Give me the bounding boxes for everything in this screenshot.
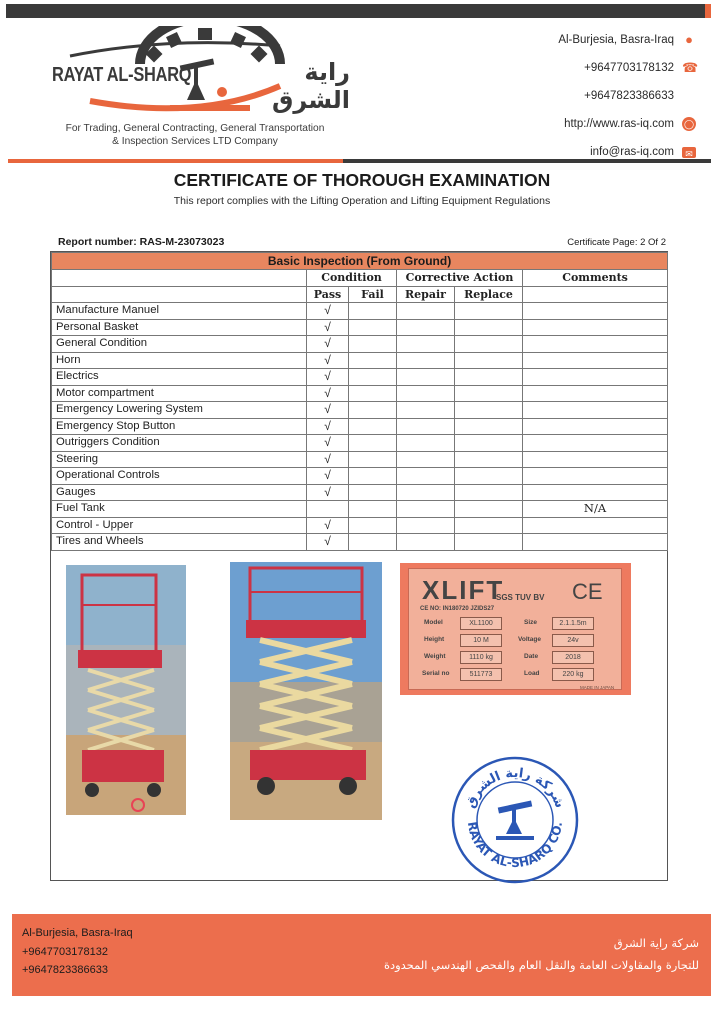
- comments-cell: [523, 468, 668, 485]
- table-row: [52, 435, 668, 452]
- inspection-item: Control - Upper: [52, 517, 307, 534]
- pass-cell: √: [307, 352, 349, 369]
- table-row: [52, 484, 668, 501]
- table-row: [52, 319, 668, 336]
- inspection-item: Tires and Wheels: [52, 534, 307, 551]
- load-label: Load: [524, 670, 540, 677]
- table-row: [52, 451, 668, 468]
- replace-cell: [455, 451, 523, 468]
- comments-cell: [523, 534, 668, 551]
- fail-cell: [349, 435, 397, 452]
- date-value: 2018: [552, 651, 594, 664]
- table-row: [52, 534, 668, 551]
- contact-phone-2: [558, 82, 696, 110]
- table-row: [52, 385, 668, 402]
- model-value: XL1100: [460, 617, 502, 630]
- repair-cell: [397, 402, 455, 419]
- height-value: 10 M: [460, 634, 502, 647]
- document-subtitle: This report complies with the Lifting Operation and Lifting Equipment Regulations: [173, 195, 551, 207]
- fail-cell: [349, 534, 397, 551]
- comments-cell: [523, 418, 668, 435]
- pass-cell: √: [307, 418, 349, 435]
- repair-cell: [397, 484, 455, 501]
- comments-header: Comments: [523, 270, 668, 287]
- made-in: MADE IN JAPAN: [580, 685, 615, 690]
- replace-cell: [455, 336, 523, 353]
- address-text: Al-Burjesia, Basra-Iraq: [558, 34, 674, 46]
- top-bar-accent: [705, 4, 711, 18]
- fail-cell: [349, 451, 397, 468]
- lift-photo-2: [230, 562, 382, 820]
- corrective-action-header: Corrective Action: [397, 270, 523, 287]
- table-row: [52, 369, 668, 386]
- location-icon: ●: [685, 32, 693, 47]
- footer-arabic-line-1: شركة راية الشرق: [613, 936, 699, 950]
- repair-cell: [397, 385, 455, 402]
- pass-cell: √: [307, 303, 349, 320]
- fail-cell: [349, 484, 397, 501]
- header-contacts: [558, 26, 699, 166]
- repair-header: Repair: [397, 286, 455, 303]
- replace-header: Replace: [455, 286, 523, 303]
- inspection-item: Emergency Lowering System: [52, 402, 307, 419]
- document-title: CERTIFICATE OF THOROUGH EXAMINATION: [173, 170, 551, 190]
- table-row: [52, 468, 668, 485]
- comments-cell: [523, 385, 668, 402]
- comments-cell: [523, 336, 668, 353]
- load-value: 220 kg: [552, 668, 594, 681]
- phone-2-text: +9647823386633: [584, 90, 674, 102]
- repair-cell: [397, 303, 455, 320]
- inspection-rows: [52, 303, 668, 551]
- comments-cell: [523, 352, 668, 369]
- nameplate-certs: SGS TUV BV: [496, 593, 545, 602]
- pass-cell: √: [307, 517, 349, 534]
- size-label: Size: [524, 619, 538, 626]
- inspection-item: Motor compartment: [52, 385, 307, 402]
- comments-cell: [523, 303, 668, 320]
- size-value: 2.1.1.5m: [552, 617, 594, 630]
- fail-cell: [349, 319, 397, 336]
- contact-website: [558, 110, 696, 138]
- repair-cell: [397, 319, 455, 336]
- section-title: Basic Inspection (From Ground): [52, 253, 668, 270]
- repair-cell: [397, 336, 455, 353]
- pass-cell: √: [307, 336, 349, 353]
- report-number: Report number: RAS-M-23073023: [58, 236, 225, 248]
- tagline-line-1: For Trading, General Contracting, General Transportation: [65, 123, 325, 134]
- globe-icon: ◯: [683, 119, 695, 129]
- table-row: [52, 418, 668, 435]
- date-label: Date: [524, 653, 539, 660]
- voltage-label: Voltage: [518, 636, 541, 643]
- pass-cell: [307, 501, 349, 518]
- pass-cell: √: [307, 451, 349, 468]
- replace-cell: [455, 484, 523, 501]
- tagline-line-2: & Inspection Services LTD Company: [112, 136, 278, 147]
- repair-cell: [397, 352, 455, 369]
- repair-cell: [397, 501, 455, 518]
- top-bar: [6, 4, 711, 18]
- ce-number: CE NO: IN180720 JZIDS27: [420, 606, 495, 612]
- fail-cell: [349, 352, 397, 369]
- fail-cell: [349, 385, 397, 402]
- pass-header: Pass: [307, 286, 349, 303]
- inspection-item: Operational Controls: [52, 468, 307, 485]
- replace-cell: [455, 402, 523, 419]
- inspection-item: Steering: [52, 451, 307, 468]
- table-row: [52, 303, 668, 320]
- repair-cell: [397, 451, 455, 468]
- replace-cell: [455, 352, 523, 369]
- fail-cell: [349, 468, 397, 485]
- table-row: [52, 501, 668, 518]
- company-stamp: [450, 756, 580, 884]
- fail-cell: [349, 501, 397, 518]
- certificate-page: Certificate Page: 2 Of 2: [567, 237, 666, 248]
- pass-cell: √: [307, 534, 349, 551]
- footer-arabic: [384, 932, 699, 976]
- weight-value: 1110 kg: [460, 651, 502, 664]
- contact-phone-1: [558, 54, 699, 82]
- pass-cell: √: [307, 319, 349, 336]
- header-divider: [8, 159, 711, 163]
- comments-cell: [523, 517, 668, 534]
- footer-contacts: [22, 924, 133, 980]
- comments-cell: [523, 369, 668, 386]
- comments-cell: [523, 451, 668, 468]
- repair-cell: [397, 418, 455, 435]
- inspection-item: Gauges: [52, 484, 307, 501]
- comments-cell: [523, 435, 668, 452]
- email-text[interactable]: info@ras-iq.com: [590, 146, 674, 158]
- pass-cell: √: [307, 369, 349, 386]
- replace-cell: [455, 517, 523, 534]
- repair-cell: [397, 534, 455, 551]
- comments-cell: [523, 402, 668, 419]
- comments-cell: [523, 319, 668, 336]
- brand-name-ar: راية الشرق: [271, 58, 350, 114]
- replace-cell: [455, 534, 523, 551]
- repair-cell: [397, 369, 455, 386]
- company-tagline: [50, 122, 340, 148]
- serial-label: Serial no: [422, 670, 450, 677]
- fail-cell: [349, 369, 397, 386]
- phone-icon: ☎: [682, 60, 699, 75]
- table-row: [52, 517, 668, 534]
- replace-cell: [455, 435, 523, 452]
- fail-header: Fail: [349, 286, 397, 303]
- page-footer: [12, 914, 711, 996]
- replace-cell: [455, 501, 523, 518]
- repair-cell: [397, 435, 455, 452]
- contact-address: [558, 26, 696, 54]
- inspection-item: Horn: [52, 352, 307, 369]
- serial-value: 511773: [460, 668, 502, 681]
- replace-cell: [455, 468, 523, 485]
- inspection-item: Manufacture Manuel: [52, 303, 307, 320]
- inspection-item: Emergency Stop Button: [52, 418, 307, 435]
- weight-label: Weight: [424, 653, 446, 660]
- replace-cell: [455, 303, 523, 320]
- table-row: [52, 336, 668, 353]
- inspection-item: Fuel Tank: [52, 501, 307, 518]
- replace-cell: [455, 369, 523, 386]
- footer-phone-1: +9647703178132: [22, 945, 108, 958]
- replace-cell: [455, 319, 523, 336]
- voltage-value: 24v: [552, 634, 594, 647]
- equipment-nameplate: [400, 563, 631, 695]
- pass-cell: √: [307, 484, 349, 501]
- fail-cell: [349, 517, 397, 534]
- lift-photo-1: [66, 565, 186, 815]
- height-label: Height: [424, 636, 445, 643]
- ce-mark: CE: [572, 579, 603, 604]
- fail-cell: [349, 336, 397, 353]
- footer-phone-2: +9647823386633: [22, 964, 108, 976]
- comments-cell: N/A: [523, 501, 668, 518]
- pass-cell: √: [307, 385, 349, 402]
- inspection-item: General Condition: [52, 336, 307, 353]
- pass-cell: √: [307, 468, 349, 485]
- table-row: [52, 402, 668, 419]
- table-row: [52, 352, 668, 369]
- fail-cell: [349, 402, 397, 419]
- inspection-item: Outriggers Condition: [52, 435, 307, 452]
- inspection-item: Electrics: [52, 369, 307, 386]
- company-logo: [50, 26, 350, 147]
- model-label: Model: [424, 619, 443, 626]
- fail-cell: [349, 303, 397, 320]
- website-text[interactable]: http://www.ras-iq.com: [564, 118, 674, 130]
- inspection-item: Personal Basket: [52, 319, 307, 336]
- footer-address: Al-Burjesia, Basra-Iraq: [22, 927, 133, 939]
- pass-cell: √: [307, 435, 349, 452]
- condition-header: Condition: [307, 270, 397, 287]
- phone-1-text: +9647703178132: [584, 62, 674, 74]
- repair-cell: [397, 468, 455, 485]
- svg-text:شركة راية الشرق: شركة راية الشرق: [462, 765, 568, 811]
- fail-cell: [349, 418, 397, 435]
- comments-cell: [523, 484, 668, 501]
- replace-cell: [455, 385, 523, 402]
- mail-icon: ✉: [682, 147, 696, 158]
- pass-cell: √: [307, 402, 349, 419]
- nameplate-brand: XLIFT: [422, 575, 505, 605]
- svg-text:RAYAT AL-SHARQ CO.: RAYAT AL-SHARQ CO.: [464, 820, 565, 871]
- footer-arabic-line-2: للتجارة والمقاولات العامة والنقل العام والفحص الهندسي المحدودة: [383, 958, 699, 972]
- inspection-table: [51, 252, 668, 551]
- replace-cell: [455, 418, 523, 435]
- repair-cell: [397, 517, 455, 534]
- brand-name-en: RAYAT AL-SHARQ: [52, 64, 192, 86]
